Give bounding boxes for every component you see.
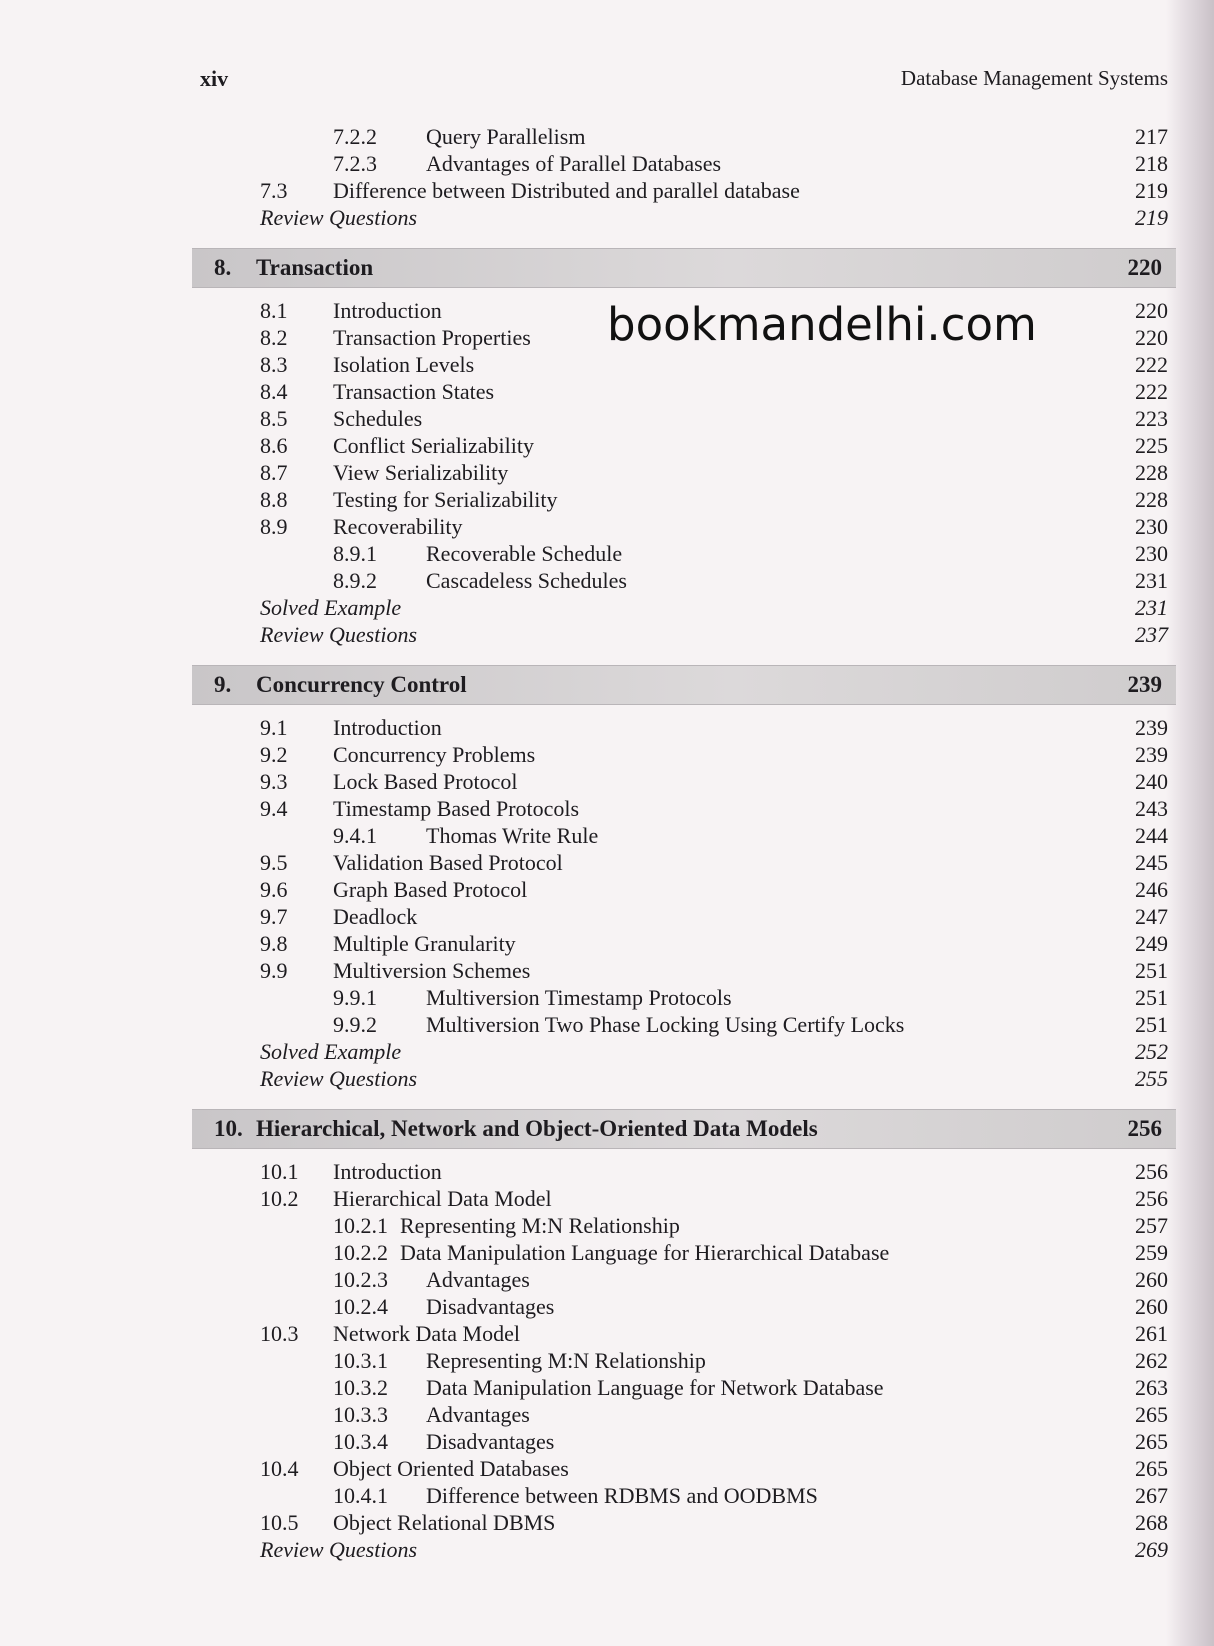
toc-entry-page: 251 [1135,985,1168,1010]
toc-entry-title: Disadvantages [426,1429,555,1454]
toc-entry-number: 8.2 [260,325,288,350]
toc-entry-number: 8.8 [260,487,288,512]
toc-entry-page: 230 [1135,514,1168,539]
toc-entry[interactable] [200,178,1168,205]
page-number: xiv [200,66,229,91]
toc-entry[interactable] [200,1375,1168,1402]
toc-entry-title: Solved Example [260,1039,402,1064]
toc-entry-page: 240 [1135,769,1168,794]
toc-entry-title: Schedules [333,406,423,431]
chapter-heading[interactable] [192,1109,1176,1149]
toc-entry-title: Transaction Properties [333,325,531,350]
toc-entry-number: 10.2.3 [333,1267,388,1292]
toc-entry[interactable] [200,850,1168,877]
toc-entry[interactable] [200,1321,1168,1348]
toc-entry[interactable] [200,742,1168,769]
toc-entry-number: 10.3.2 [333,1375,388,1400]
toc-entry-title: Multiversion Timestamp Protocols [426,985,732,1010]
toc-entry[interactable] [200,514,1168,541]
toc-entry[interactable] [200,877,1168,904]
toc-entry[interactable] [200,433,1168,460]
toc-entry-title: Review Questions [260,1066,418,1091]
toc-entry-number: 9.4.1 [333,823,377,848]
toc-entry-number: 8.4 [260,379,288,404]
toc-entry[interactable] [200,796,1168,823]
toc-entry-number: 9.8 [260,931,288,956]
chapter-heading[interactable] [192,248,1176,288]
chapter-number: 9. [214,672,232,697]
toc-entry-title: Review Questions [260,205,418,230]
toc-entry-title: Advantages [426,1402,530,1427]
toc-entry-number: 8.3 [260,352,288,377]
toc-entry-page: 246 [1135,877,1168,902]
toc-entry-number: 8.9.1 [333,541,377,566]
toc-entry-number: 8.7 [260,460,288,485]
toc-entry[interactable] [200,769,1168,796]
toc-entry-title: Hierarchical Data Model [333,1186,552,1211]
toc-entry-title: Testing for Serializability [333,487,558,512]
toc-entry-page: 265 [1135,1456,1168,1481]
toc-entry-page: 247 [1135,904,1168,929]
toc-entry-title: Representing M:N Relationship [400,1213,680,1238]
toc-entry-title: Difference between RDBMS and OODBMS [426,1483,818,1508]
toc-entry-number: 9.3 [260,769,288,794]
toc-entry-number: 10.4 [260,1456,299,1481]
toc-entry-page: 219 [1135,205,1168,230]
chapter-page: 239 [1127,672,1162,697]
toc-entry[interactable] [200,823,1168,850]
toc-entry-number: 10.2 [260,1186,299,1211]
toc-entry-title: Introduction [333,715,442,740]
toc-entry-title: Cascadeless Schedules [426,568,627,593]
toc-entry-number: 9.6 [260,877,288,902]
toc-entry-page: 231 [1135,595,1168,620]
toc-entry-title: Network Data Model [333,1321,520,1346]
toc-entry-page: 251 [1135,958,1168,983]
toc-entry-number: 7.3 [260,178,288,203]
toc-entry-title: Disadvantages [426,1294,555,1319]
toc-entry[interactable] [200,985,1168,1012]
chapter-page: 256 [1127,1116,1162,1141]
toc-entry[interactable] [200,1294,1168,1321]
toc-entry-page: 256 [1135,1186,1168,1211]
toc-entry[interactable] [200,958,1168,985]
toc-entry-page: 265 [1135,1429,1168,1454]
toc-entry-title: Representing M:N Relationship [426,1348,706,1373]
toc-entry-number: 8.9.2 [333,568,377,593]
toc-entry-number: 9.4 [260,796,288,821]
toc-entry-page: 263 [1135,1375,1168,1400]
toc-entry-title: Concurrency Problems [333,742,536,767]
toc-entry[interactable] [200,568,1168,595]
toc-entry-solved[interactable] [200,1039,1168,1066]
toc-entry-number: 9.2 [260,742,288,767]
chapter-title: Transaction [256,255,374,280]
toc-entry-title: Thomas Write Rule [426,823,599,848]
toc-entry[interactable] [200,931,1168,958]
toc-entry-page: 239 [1135,742,1168,767]
toc-entry[interactable] [200,1510,1168,1537]
toc-entry-title: Difference between Distributed and parallel database [333,178,800,203]
toc-entry[interactable] [200,1429,1168,1456]
running-title: Database Management Systems [900,66,1168,90]
toc-entry[interactable] [200,541,1168,568]
toc-entry-page: 230 [1135,541,1168,566]
toc-entry-title: Recoverability [333,514,463,539]
toc-entry[interactable] [200,1402,1168,1429]
toc-entry-page: 265 [1135,1402,1168,1427]
page-header [200,66,1168,100]
toc-entry-page: 260 [1135,1294,1168,1319]
toc-entry-number: 10.3.1 [333,1348,388,1373]
toc-entry-number: 9.9.2 [333,1012,377,1037]
toc-entry-number: 9.9 [260,958,288,983]
chapter-heading[interactable] [192,665,1176,705]
toc-entry-title: View Serializability [333,460,509,485]
toc-entry-page: 217 [1135,124,1168,149]
toc-entry-title: Timestamp Based Protocols [333,796,580,821]
toc-entry-title: Graph Based Protocol [333,877,528,902]
toc-entry-number: 10.4.1 [333,1483,388,1508]
toc-entry-page: 228 [1135,460,1168,485]
page-edge-shadow [1166,0,1214,1646]
toc-entry-title: Multiversion Two Phase Locking Using Certify Locks [426,1012,905,1037]
toc-entry[interactable] [200,352,1168,379]
toc-entry-page: 220 [1135,325,1168,350]
toc-entry[interactable] [200,1159,1168,1186]
toc-entry-number: 10.3.4 [333,1429,388,1454]
toc-entry-number: 9.9.1 [333,985,377,1010]
toc-entry-title: Data Manipulation Language for Network Database [426,1375,884,1400]
toc-entry-title: Multiversion Schemes [333,958,531,983]
toc-entry[interactable] [200,715,1168,742]
toc-entry-review[interactable] [200,1537,1168,1564]
toc-entry-page: 249 [1135,931,1168,956]
toc-entry-page: 239 [1135,715,1168,740]
toc-entry-page: 244 [1135,823,1168,848]
toc-entry[interactable] [200,325,1168,352]
toc-entry-title: Multiple Granularity [333,931,516,956]
toc-entry[interactable] [200,406,1168,433]
toc-entry[interactable] [200,379,1168,406]
toc-entry-number: 7.2.3 [333,151,377,176]
toc-entry-page: 237 [1135,622,1168,647]
toc-entry-number: 10.2.2 [333,1240,388,1265]
toc-entry-title: Object Relational DBMS [333,1510,556,1535]
toc-entry-number: 9.7 [260,904,288,929]
toc-entry-title: Lock Based Protocol [333,769,518,794]
chapter-number: 8. [214,255,232,280]
toc-entry-page: 252 [1135,1039,1168,1064]
toc-entry-number: 8.6 [260,433,288,458]
toc-entry[interactable] [200,1456,1168,1483]
toc-entry-number: 10.5 [260,1510,299,1535]
toc-entry[interactable] [200,1348,1168,1375]
chapter-title: Concurrency Control [256,672,467,697]
toc-entry-page: 256 [1135,1159,1168,1184]
toc-entry-title: Isolation Levels [333,352,475,377]
toc-entry-review[interactable] [200,1066,1168,1093]
toc-entry-page: 261 [1135,1321,1168,1346]
toc-entry-number: 10.3.3 [333,1402,388,1427]
chapter-page: 220 [1127,255,1162,280]
toc-entry-page: 219 [1135,178,1168,203]
toc-entry[interactable] [200,1483,1168,1510]
toc-entry-page: 220 [1135,298,1168,323]
toc-entry-title: Advantages [426,1267,530,1292]
toc-entry[interactable] [200,1240,1168,1267]
watermark: bookmandelhi.com [607,298,1037,351]
toc-entry-title: Transaction States [333,379,495,404]
toc-entry-number: 10.2.4 [333,1294,388,1319]
toc-entry-page: 228 [1135,487,1168,512]
toc-entry-page: 245 [1135,850,1168,875]
toc-entry-title: Review Questions [260,622,418,647]
chapter-title: Hierarchical, Network and Object-Oriented Data Models [256,1116,818,1141]
toc-entry-number: 10.2.1 [333,1213,388,1238]
toc-entry-title: Introduction [333,1159,442,1184]
toc-entry-solved[interactable] [200,595,1168,622]
toc-entry-page: 223 [1135,406,1168,431]
toc-entry[interactable] [200,124,1168,151]
toc-entry[interactable] [200,1213,1168,1240]
toc-entry-review[interactable] [200,205,1168,232]
toc-entry-title: Advantages of Parallel Databases [426,151,722,176]
toc-entry-page: 257 [1135,1213,1168,1238]
toc-entry[interactable] [200,1186,1168,1213]
toc-entry-title: Recoverable Schedule [426,541,623,566]
toc-entry-page: 251 [1135,1012,1168,1037]
toc-entry[interactable] [200,904,1168,931]
toc-entry[interactable] [200,298,1168,325]
toc-entry-title: Review Questions [260,1537,418,1562]
toc-entry-number: 8.1 [260,298,288,323]
toc-entry-title: Introduction [333,298,442,323]
toc-entry-page: 225 [1135,433,1168,458]
toc-entry-number: 7.2.2 [333,124,377,149]
toc-entry-page: 259 [1135,1240,1168,1265]
toc-entry[interactable] [200,1267,1168,1294]
toc-entry-title: Object Oriented Databases [333,1456,569,1481]
toc-entry-title: Validation Based Protocol [333,850,563,875]
toc-entry[interactable] [200,487,1168,514]
toc-entry-page: 262 [1135,1348,1168,1373]
chapter-number: 10. [214,1116,243,1141]
toc-entry-page: 243 [1135,796,1168,821]
toc-entry-page: 268 [1135,1510,1168,1535]
toc-entry-page: 222 [1135,379,1168,404]
toc-entry-number: 8.9 [260,514,288,539]
toc-entry-page: 267 [1135,1483,1168,1508]
toc-entry-number: 10.1 [260,1159,299,1184]
toc-entry-page: 222 [1135,352,1168,377]
toc-entry-title: Query Parallelism [426,124,586,149]
toc-entry-number: 8.5 [260,406,288,431]
toc-entry-page: 255 [1135,1066,1168,1091]
toc-entry-title: Conflict Serializability [333,433,535,458]
toc-entry-page: 260 [1135,1267,1168,1292]
toc-entry-review[interactable] [200,622,1168,649]
toc-entry[interactable] [200,151,1168,178]
toc-entry-number: 9.1 [260,715,288,740]
toc-entry-page: 269 [1135,1537,1168,1562]
toc-entry-title: Solved Example [260,595,402,620]
table-of-contents [200,124,1168,1564]
toc-entry-title: Data Manipulation Language for Hierarchical Database [400,1240,890,1265]
toc-entry-number: 10.3 [260,1321,299,1346]
toc-entry-title: Deadlock [333,904,418,929]
toc-entry-page: 231 [1135,568,1168,593]
toc-entry[interactable] [200,1012,1168,1039]
toc-entry-page: 218 [1135,151,1168,176]
toc-entry-number: 9.5 [260,850,288,875]
toc-entry[interactable] [200,460,1168,487]
